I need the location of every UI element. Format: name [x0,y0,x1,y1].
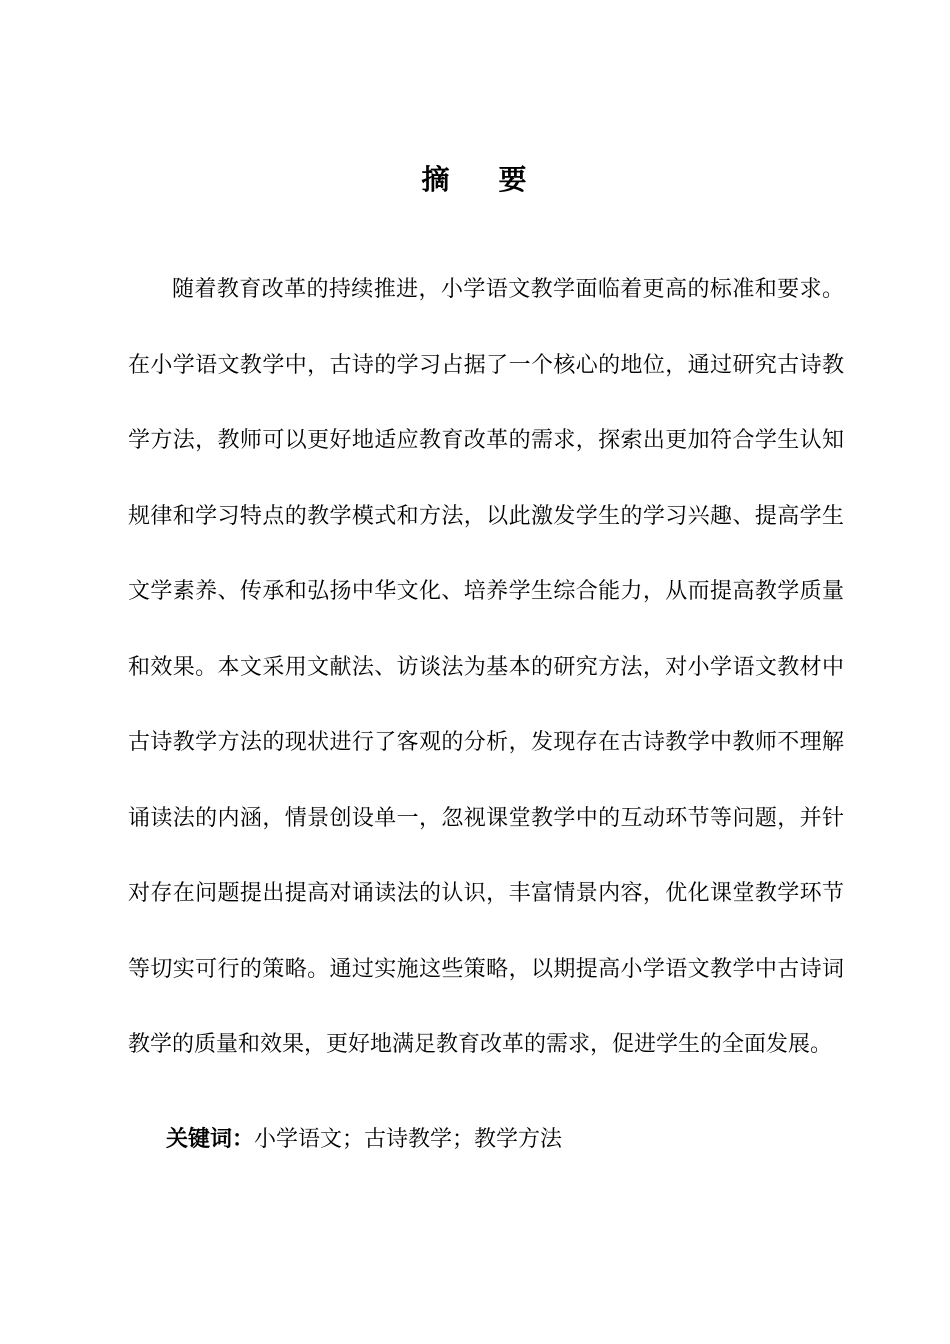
abstract-line: 学方法，教师可以更好地适应教育改革的需求，探索出更加符合学生认知 [128,428,844,453]
abstract-line: 诵读法的内涵，情景创设单一，忽视课堂教学中的互动环节等问题，并针 [128,805,844,831]
abstract-line: 和效果。本文采用文献法、访谈法为基本的研究方法，对小学语文教材中 [128,654,844,680]
keywords-label: 关键词： [166,1127,255,1152]
keywords [166,1124,562,1156]
abstract-line: 随着教育改革的持续推进，小学语文教学面临着更高的标准和要求。 [172,277,844,302]
abstract-line: 教学的质量和效果，更好地满足教育改革的需求，促进学生的全面发展。 [128,1032,833,1057]
abstract-line: 规律和学习特点的教学模式和方法，以此激发学生的学习兴趣、提高学生 [128,503,844,529]
abstract-title: 摘 要 [421,163,529,196]
abstract-line: 对存在问题提出提高对诵读法的认识，丰富情景内容，优化课堂教学环节 [128,881,844,906]
abstract-line: 在小学语文教学中，古诗的学习占据了一个核心的地位，通过研究古诗教 [128,352,844,378]
abstract-line: 等切实可行的策略。通过实施这些策略，以期提高小学语文教学中古诗词 [128,956,844,982]
abstract-line: 文学素养、传承和弘扬中华文化、培养学生综合能力，从而提高教学质量 [128,579,844,604]
abstract-body [128,274,844,1105]
keywords-value: 小学语文；古诗教学；教学方法 [254,1127,563,1152]
abstract-line: 古诗教学方法的现状进行了客观的分析，发现存在古诗教学中教师不理解 [128,730,844,755]
